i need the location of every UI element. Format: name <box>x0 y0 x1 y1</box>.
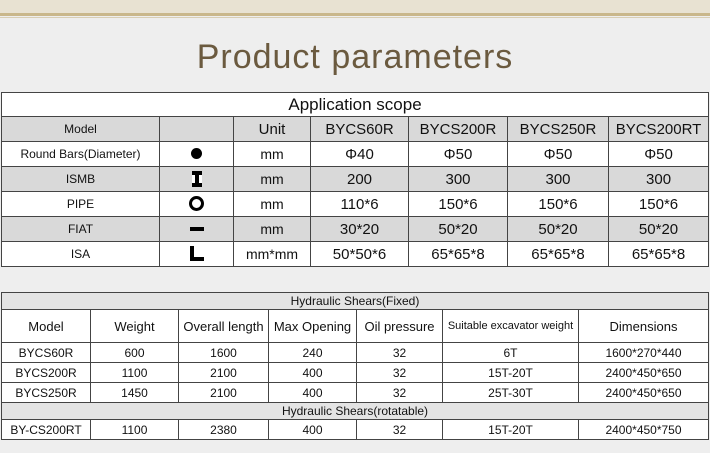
row-value: 150*6 <box>508 192 609 217</box>
cell: 1600 <box>179 343 269 363</box>
cell: 400 <box>269 363 357 383</box>
row-value: Φ40 <box>311 142 409 167</box>
col-header-opening: Max Opening <box>269 310 357 343</box>
row-value: 50*20 <box>409 217 508 242</box>
cell: 1600*270*440 <box>579 343 709 363</box>
row-name: ISA <box>2 242 160 267</box>
table-row <box>2 363 709 383</box>
row-value: 50*20 <box>508 217 609 242</box>
fixed-shears-title: Hydraulic Shears(Fixed) <box>2 293 709 310</box>
cell: 32 <box>357 383 443 403</box>
cell: 2380 <box>179 420 269 440</box>
cell: 400 <box>269 383 357 403</box>
cell: 15T-20T <box>443 420 579 440</box>
row-value: 300 <box>609 167 709 192</box>
top-divider <box>0 13 710 16</box>
cell: BY-CS200RT <box>2 420 91 440</box>
row-value: 150*6 <box>409 192 508 217</box>
row-name: ISMB <box>2 167 160 192</box>
scope-header-row <box>2 117 709 142</box>
page-title: Product parameters <box>196 38 514 76</box>
model-col-2: BYCS200R <box>409 117 508 142</box>
row-value: Φ50 <box>508 142 609 167</box>
cell: 2100 <box>179 363 269 383</box>
scope-row-ismb <box>2 167 709 192</box>
col-header-excavator: Suitable excavator weight <box>443 310 579 343</box>
cell: 2400*450*650 <box>579 363 709 383</box>
row-value: 65*65*8 <box>508 242 609 267</box>
angle-bar-icon <box>160 242 234 267</box>
cell: BYCS250R <box>2 383 91 403</box>
top-stripe <box>0 0 710 13</box>
row-value: 110*6 <box>311 192 409 217</box>
row-value: 65*65*8 <box>609 242 709 267</box>
shears-header-row <box>2 310 709 343</box>
col-header-length: Overall length <box>179 310 269 343</box>
model-header: Model <box>2 117 160 142</box>
model-col-4: BYCS200RT <box>609 117 709 142</box>
row-value: 200 <box>311 167 409 192</box>
rotatable-shears-title: Hydraulic Shears(rotatable) <box>2 403 709 420</box>
row-value: 50*20 <box>609 217 709 242</box>
cell: 25T-30T <box>443 383 579 403</box>
scope-row-round-bars <box>2 142 709 167</box>
model-col-3: BYCS250R <box>508 117 609 142</box>
flat-bar-icon <box>160 217 234 242</box>
row-unit: mm <box>234 217 311 242</box>
row-value: 150*6 <box>609 192 709 217</box>
cell: 15T-20T <box>443 363 579 383</box>
icon-header <box>160 117 234 142</box>
scope-row-flat <box>2 217 709 242</box>
col-header-model: Model <box>2 310 91 343</box>
i-beam-icon <box>160 167 234 192</box>
row-value: 65*65*8 <box>409 242 508 267</box>
row-value: 50*50*6 <box>311 242 409 267</box>
pipe-icon <box>160 192 234 217</box>
row-unit: mm*mm <box>234 242 311 267</box>
cell: 1450 <box>91 383 179 403</box>
cell: 1100 <box>91 363 179 383</box>
cell: 600 <box>91 343 179 363</box>
col-header-dimensions: Dimensions <box>579 310 709 343</box>
row-value: 30*20 <box>311 217 409 242</box>
row-unit: mm <box>234 142 311 167</box>
row-value: Φ50 <box>609 142 709 167</box>
scope-row-pipe <box>2 192 709 217</box>
table-row <box>2 383 709 403</box>
cell: 32 <box>357 363 443 383</box>
cell: 32 <box>357 343 443 363</box>
row-value: 300 <box>508 167 609 192</box>
row-name: PIPE <box>2 192 160 217</box>
cell: BYCS60R <box>2 343 91 363</box>
cell: 2100 <box>179 383 269 403</box>
model-col-1: BYCS60R <box>311 117 409 142</box>
row-unit: mm <box>234 167 311 192</box>
round-bar-icon <box>160 142 234 167</box>
table-row <box>2 343 709 363</box>
cell: 400 <box>269 420 357 440</box>
col-header-weight: Weight <box>91 310 179 343</box>
cell: 32 <box>357 420 443 440</box>
col-header-pressure: Oil pressure <box>357 310 443 343</box>
cell: 2400*450*750 <box>579 420 709 440</box>
table-row <box>2 420 709 440</box>
row-name: Round Bars(Diameter) <box>2 142 160 167</box>
cell: 240 <box>269 343 357 363</box>
cell: 6T <box>443 343 579 363</box>
top-divider-thin <box>0 17 710 18</box>
hydraulic-shears-table <box>1 292 709 440</box>
scope-row-isa <box>2 242 709 267</box>
row-value: Φ50 <box>409 142 508 167</box>
application-scope-table <box>1 92 709 267</box>
application-scope-title: Application scope <box>2 93 709 117</box>
cell: BYCS200R <box>2 363 91 383</box>
row-value: 300 <box>409 167 508 192</box>
unit-header: Unit <box>234 117 311 142</box>
cell: 2400*450*650 <box>579 383 709 403</box>
cell: 1100 <box>91 420 179 440</box>
row-unit: mm <box>234 192 311 217</box>
row-name: FIAT <box>2 217 160 242</box>
